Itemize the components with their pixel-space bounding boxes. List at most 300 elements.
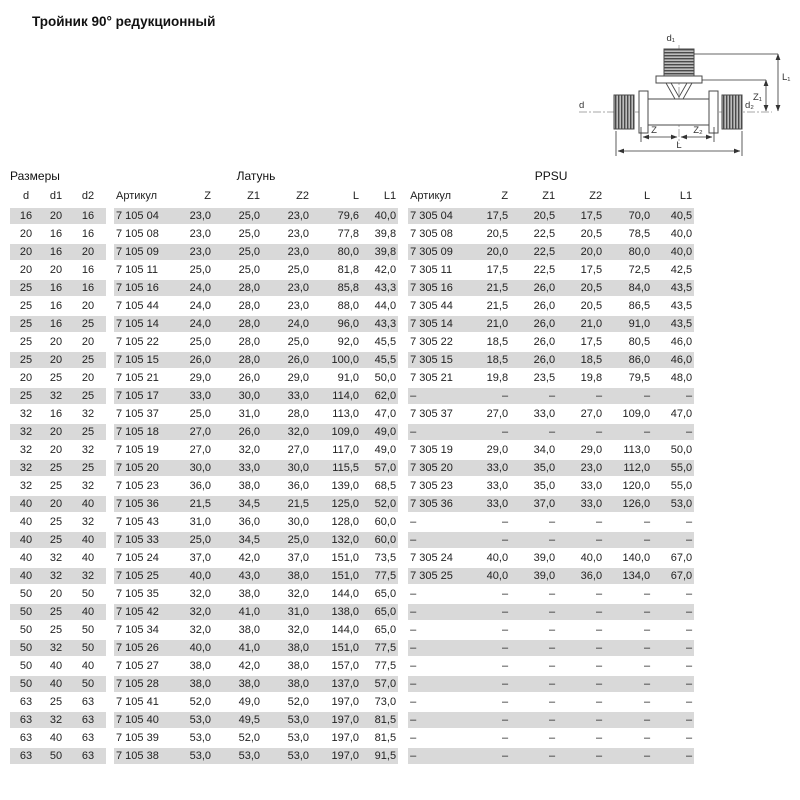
table-cell: – [557,621,604,639]
table-row [10,693,694,711]
table-cell: – [408,531,462,549]
table-cell: 23,0 [262,279,311,297]
table-cell: 38,0 [262,567,311,585]
table-row [10,441,694,459]
column-header-ppsu-l1: L1 [652,186,694,207]
table-cell: 7 305 20 [408,459,462,477]
table-spacer-cell [106,369,114,387]
table-cell: 53,0 [262,747,311,765]
table-row [10,333,694,351]
table-cell: 32 [10,423,42,441]
table-cell: 7 105 42 [114,603,166,621]
table-cell: 30,0 [166,459,213,477]
table-cell: – [462,639,510,657]
table-cell: 50 [10,675,42,693]
table-cell: 7 105 35 [114,585,166,603]
table-cell: 39,8 [361,243,398,261]
table-cell: 50 [10,657,42,675]
table-cell: 7 305 44 [408,297,462,315]
table-spacer-cell [106,441,114,459]
table-cell: 60,0 [361,531,398,549]
table-cell: 25,0 [166,333,213,351]
table-cell: – [604,585,652,603]
table-cell: 28,0 [262,405,311,423]
table-cell: 20 [70,333,106,351]
group-header-sizes: Размеры [10,168,106,186]
table-cell: – [408,585,462,603]
table-cell: 27,0 [166,423,213,441]
column-header-brass-l: L [311,186,361,207]
table-cell: – [510,747,557,765]
table-cell: 144,0 [311,621,361,639]
table-cell: 7 305 09 [408,243,462,261]
table-cell: – [604,729,652,747]
table-cell: – [462,729,510,747]
table-cell: 25,0 [213,225,262,243]
table-cell: 26,0 [213,423,262,441]
table-cell: 40 [70,495,106,513]
table-cell: – [408,387,462,405]
table-spacer-cell [398,297,408,315]
table-cell: 40 [10,495,42,513]
table-cell: 25 [42,477,70,495]
table-cell: 16 [70,261,106,279]
table-cell: 17,5 [462,261,510,279]
table-cell: 44,0 [361,297,398,315]
table-cell: 81,5 [361,729,398,747]
table-spacer-cell [398,729,408,747]
table-cell: 20,5 [557,297,604,315]
table-cell: 55,0 [652,459,694,477]
table-cell: 25 [70,351,106,369]
table-cell: 21,0 [462,315,510,333]
table-spacer-cell [398,549,408,567]
column-header-d2: d2 [70,186,106,207]
table-cell: 63 [10,693,42,711]
table-cell: 49,5 [213,711,262,729]
table-cell: 18,5 [557,351,604,369]
table-cell: 17,5 [462,207,510,225]
table-cell: – [408,675,462,693]
table-row [10,243,694,261]
table-cell: 7 105 44 [114,297,166,315]
table-cell: 7 305 36 [408,495,462,513]
table-cell: 23,0 [262,207,311,225]
spacer [106,186,114,207]
table-cell: 112,0 [604,459,652,477]
table-cell: – [557,531,604,549]
table-spacer-cell [106,333,114,351]
table-row [10,531,694,549]
table-cell: 34,5 [213,495,262,513]
table-cell: – [652,513,694,531]
table-cell: – [510,585,557,603]
table-cell: – [408,693,462,711]
table-cell: 50 [10,585,42,603]
table-cell: 53,0 [166,711,213,729]
table-cell: 24,0 [166,297,213,315]
table-cell: 53,0 [652,495,694,513]
table-cell: 50 [42,747,70,765]
table-cell: 137,0 [311,675,361,693]
table-cell: 62,0 [361,387,398,405]
table-row [10,621,694,639]
table-cell: 26,0 [510,333,557,351]
table-cell: 35,0 [510,459,557,477]
table-spacer-cell [398,657,408,675]
table-cell: 7 305 04 [408,207,462,225]
table-cell: 7 105 20 [114,459,166,477]
table-cell: 125,0 [311,495,361,513]
table-cell: 197,0 [311,747,361,765]
table-cell: – [408,657,462,675]
table-spacer-cell [398,693,408,711]
table-cell: 63 [70,693,106,711]
table-cell: 27,0 [262,441,311,459]
table-cell: 81,5 [361,711,398,729]
table-cell: – [652,531,694,549]
table-cell: – [510,387,557,405]
table-cell: 33,0 [557,477,604,495]
table-cell: 7 305 22 [408,333,462,351]
table-cell: 38,0 [213,621,262,639]
dim-label-z2: Z₂ [693,125,703,136]
table-cell: 86,0 [604,351,652,369]
table-cell: 32 [10,459,42,477]
table-cell: 32,0 [262,621,311,639]
table-spacer-cell [106,243,114,261]
table-cell: 197,0 [311,693,361,711]
table-row [10,477,694,495]
table-cell: 43,3 [361,315,398,333]
table-row [10,549,694,567]
table-cell: 23,0 [166,207,213,225]
table-spacer-cell [398,513,408,531]
table-row [10,675,694,693]
table-cell: 7 305 16 [408,279,462,297]
table-spacer-cell [398,225,408,243]
table-spacer-cell [106,225,114,243]
table-cell: 32 [70,405,106,423]
table-cell: 50,0 [361,369,398,387]
table-cell: 33,0 [510,405,557,423]
table-cell: 144,0 [311,585,361,603]
table-cell: – [408,639,462,657]
table-cell: 31,0 [166,513,213,531]
table-cell: 16 [42,279,70,297]
table-cell: 23,0 [262,297,311,315]
table-cell: – [604,531,652,549]
table-cell: 7 305 24 [408,549,462,567]
table-cell: 49,0 [213,693,262,711]
table-spacer-cell [106,639,114,657]
column-header-ppsu-l: L [604,186,652,207]
table-cell: – [408,729,462,747]
table-cell: 23,0 [262,225,311,243]
table-cell: 120,0 [604,477,652,495]
table-row [10,513,694,531]
table-cell: 50 [10,639,42,657]
table-cell: 20,5 [557,279,604,297]
table-cell: 40,0 [462,549,510,567]
table-cell: 47,0 [361,405,398,423]
table-cell: 20 [10,225,42,243]
table-cell: 60,0 [361,513,398,531]
table-cell: 77,5 [361,567,398,585]
table-cell: 33,0 [166,387,213,405]
table-spacer-cell [106,279,114,297]
table-cell: 45,5 [361,333,398,351]
table-cell: 32 [42,387,70,405]
table-cell: 80,0 [311,243,361,261]
table-cell: 26,0 [213,369,262,387]
table-cell: 18,5 [462,351,510,369]
table-cell: 109,0 [604,405,652,423]
table-cell: 32,0 [166,603,213,621]
table-cell: 20,5 [510,207,557,225]
table-cell: – [557,693,604,711]
table-cell: 40,0 [361,207,398,225]
table-cell: 117,0 [311,441,361,459]
table-cell: – [462,513,510,531]
table-cell: 16 [70,279,106,297]
table-cell: 50 [70,621,106,639]
table-cell: 49,0 [361,441,398,459]
table-spacer-cell [398,387,408,405]
table-cell: 50 [70,675,106,693]
table-cell: – [604,423,652,441]
table-spacer-cell [106,207,114,225]
table-cell: 25,0 [166,531,213,549]
table-cell: 100,0 [311,351,361,369]
table-cell: 40 [42,675,70,693]
column-header-d1: d1 [42,186,70,207]
column-header-brass-l1: L1 [361,186,398,207]
table-cell: 16 [10,207,42,225]
table-cell: 113,0 [604,441,652,459]
table-cell: 25,0 [262,333,311,351]
table-spacer-cell [398,531,408,549]
table-cell: 20 [42,423,70,441]
table-cell: 20,5 [462,225,510,243]
table-spacer-cell [398,567,408,585]
table-spacer-cell [106,495,114,513]
table-cell: 109,0 [311,423,361,441]
table-cell: 25 [10,333,42,351]
table-cell: – [462,621,510,639]
table-cell: 37,0 [262,549,311,567]
table-cell: 25 [42,369,70,387]
table-cell: – [462,603,510,621]
table-cell: – [557,513,604,531]
table-cell: – [408,423,462,441]
table-cell: – [604,603,652,621]
table-spacer-cell [398,279,408,297]
table-cell: 32 [10,441,42,459]
table-cell: 63 [70,711,106,729]
table-cell: – [557,729,604,747]
group-header-brass: Латунь [114,168,398,186]
table-cell: 43,5 [652,315,694,333]
table-cell: 7 105 18 [114,423,166,441]
table-cell: – [652,729,694,747]
dim-label-l: L [676,140,682,151]
table-cell: 20 [42,333,70,351]
table-cell: 7 105 39 [114,729,166,747]
table-cell: 32 [42,639,70,657]
table-cell: 50 [70,585,106,603]
table-spacer-cell [106,459,114,477]
table-cell: 42,0 [213,549,262,567]
table-cell: 28,0 [213,351,262,369]
table-cell: – [652,657,694,675]
table-cell: 46,0 [652,351,694,369]
table-cell: 29,0 [462,441,510,459]
table-cell: 25 [42,603,70,621]
table-spacer-cell [106,549,114,567]
table-cell: 21,5 [462,297,510,315]
table-cell: 7 105 37 [114,405,166,423]
table-cell: 30,0 [213,387,262,405]
table-cell: 36,0 [166,477,213,495]
table-cell: 79,5 [604,369,652,387]
table-cell: – [604,639,652,657]
table-cell: – [510,603,557,621]
table-cell: 7 105 08 [114,225,166,243]
table-cell: 7 105 15 [114,351,166,369]
table-spacer-cell [398,675,408,693]
table-cell: 132,0 [311,531,361,549]
table-row [10,297,694,315]
table-spacer-cell [106,477,114,495]
table-cell: 7 105 26 [114,639,166,657]
table-row [10,729,694,747]
table-cell: 50,0 [652,441,694,459]
table-spacer-cell [398,405,408,423]
column-header-brass-artikul: Артикул [114,186,166,207]
table-spacer-cell [398,243,408,261]
table-cell: 37,0 [510,495,557,513]
table-cell: 113,0 [311,405,361,423]
table-cell: 27,0 [462,405,510,423]
table-spacer-cell [398,351,408,369]
table-cell: 29,0 [262,369,311,387]
table-cell: 25 [70,387,106,405]
table-cell: 25,0 [166,261,213,279]
table-cell: 27,0 [166,441,213,459]
table-cell: 65,0 [361,603,398,621]
table-cell: 33,0 [262,387,311,405]
table-spacer-cell [106,603,114,621]
table-spacer-cell [398,459,408,477]
table-cell: – [510,531,557,549]
spacer [398,186,408,207]
table-cell: 24,0 [166,315,213,333]
table-row [10,657,694,675]
table-cell: – [462,387,510,405]
table-cell: 39,0 [510,567,557,585]
table-cell: 25 [42,531,70,549]
table-cell: 32 [70,513,106,531]
table-cell: 40,0 [166,567,213,585]
table-spacer-cell [398,639,408,657]
table-cell: 42,5 [652,261,694,279]
table-cell: – [510,621,557,639]
table-cell: 42,0 [361,261,398,279]
table-cell: 20 [42,585,70,603]
table-cell: – [604,693,652,711]
table-cell: 27,0 [557,405,604,423]
table-cell: 21,5 [462,279,510,297]
table-cell: 40 [10,513,42,531]
table-cell: 65,0 [361,585,398,603]
table-cell: 38,0 [213,675,262,693]
table-spacer-cell [398,441,408,459]
table-cell: 73,5 [361,549,398,567]
table-row [10,207,694,225]
table-cell: – [604,657,652,675]
table-cell: 32 [70,441,106,459]
table-cell: 43,5 [652,279,694,297]
table-cell: 7 105 17 [114,387,166,405]
table-spacer-cell [398,621,408,639]
table-cell: – [557,387,604,405]
table-cell: 45,5 [361,351,398,369]
table-cell: 7 105 19 [114,441,166,459]
table-cell: 53,0 [213,747,262,765]
table-cell: 20 [70,297,106,315]
table-cell: 7 105 40 [114,711,166,729]
table-cell: 21,0 [557,315,604,333]
dim-label-z: Z [651,125,657,136]
column-header-ppsu-z: Z [462,186,510,207]
table-cell: 20 [42,207,70,225]
table-cell: – [462,423,510,441]
table-cell: 21,5 [166,495,213,513]
table-cell: 25 [10,351,42,369]
table-spacer-cell [398,711,408,729]
table-cell: 42,0 [213,657,262,675]
table-cell: 18,5 [462,333,510,351]
table-cell: 20,0 [557,243,604,261]
table-cell: 28,0 [213,333,262,351]
table-cell: 32 [70,477,106,495]
table-cell: 16 [42,315,70,333]
table-row [10,261,694,279]
table-cell: 28,0 [213,297,262,315]
table-cell: 24,0 [262,315,311,333]
table-cell: – [652,639,694,657]
table-spacer-cell [106,405,114,423]
table-row [10,315,694,333]
dimensions-table [10,168,694,765]
table-cell: 33,0 [462,495,510,513]
table-cell: 32 [42,549,70,567]
table-spacer-cell [106,513,114,531]
table-cell: 40,0 [652,225,694,243]
table-cell: 7 105 28 [114,675,166,693]
table-cell: 33,0 [462,477,510,495]
dim-label-l1: L₁ [782,72,791,83]
table-cell: 85,8 [311,279,361,297]
table-cell: 53,0 [262,729,311,747]
table-cell: 33,0 [557,495,604,513]
table-cell: 65,0 [361,621,398,639]
table-cell: – [557,423,604,441]
table-cell: 7 305 37 [408,405,462,423]
table-cell: 39,0 [510,549,557,567]
table-cell: 40 [70,603,106,621]
